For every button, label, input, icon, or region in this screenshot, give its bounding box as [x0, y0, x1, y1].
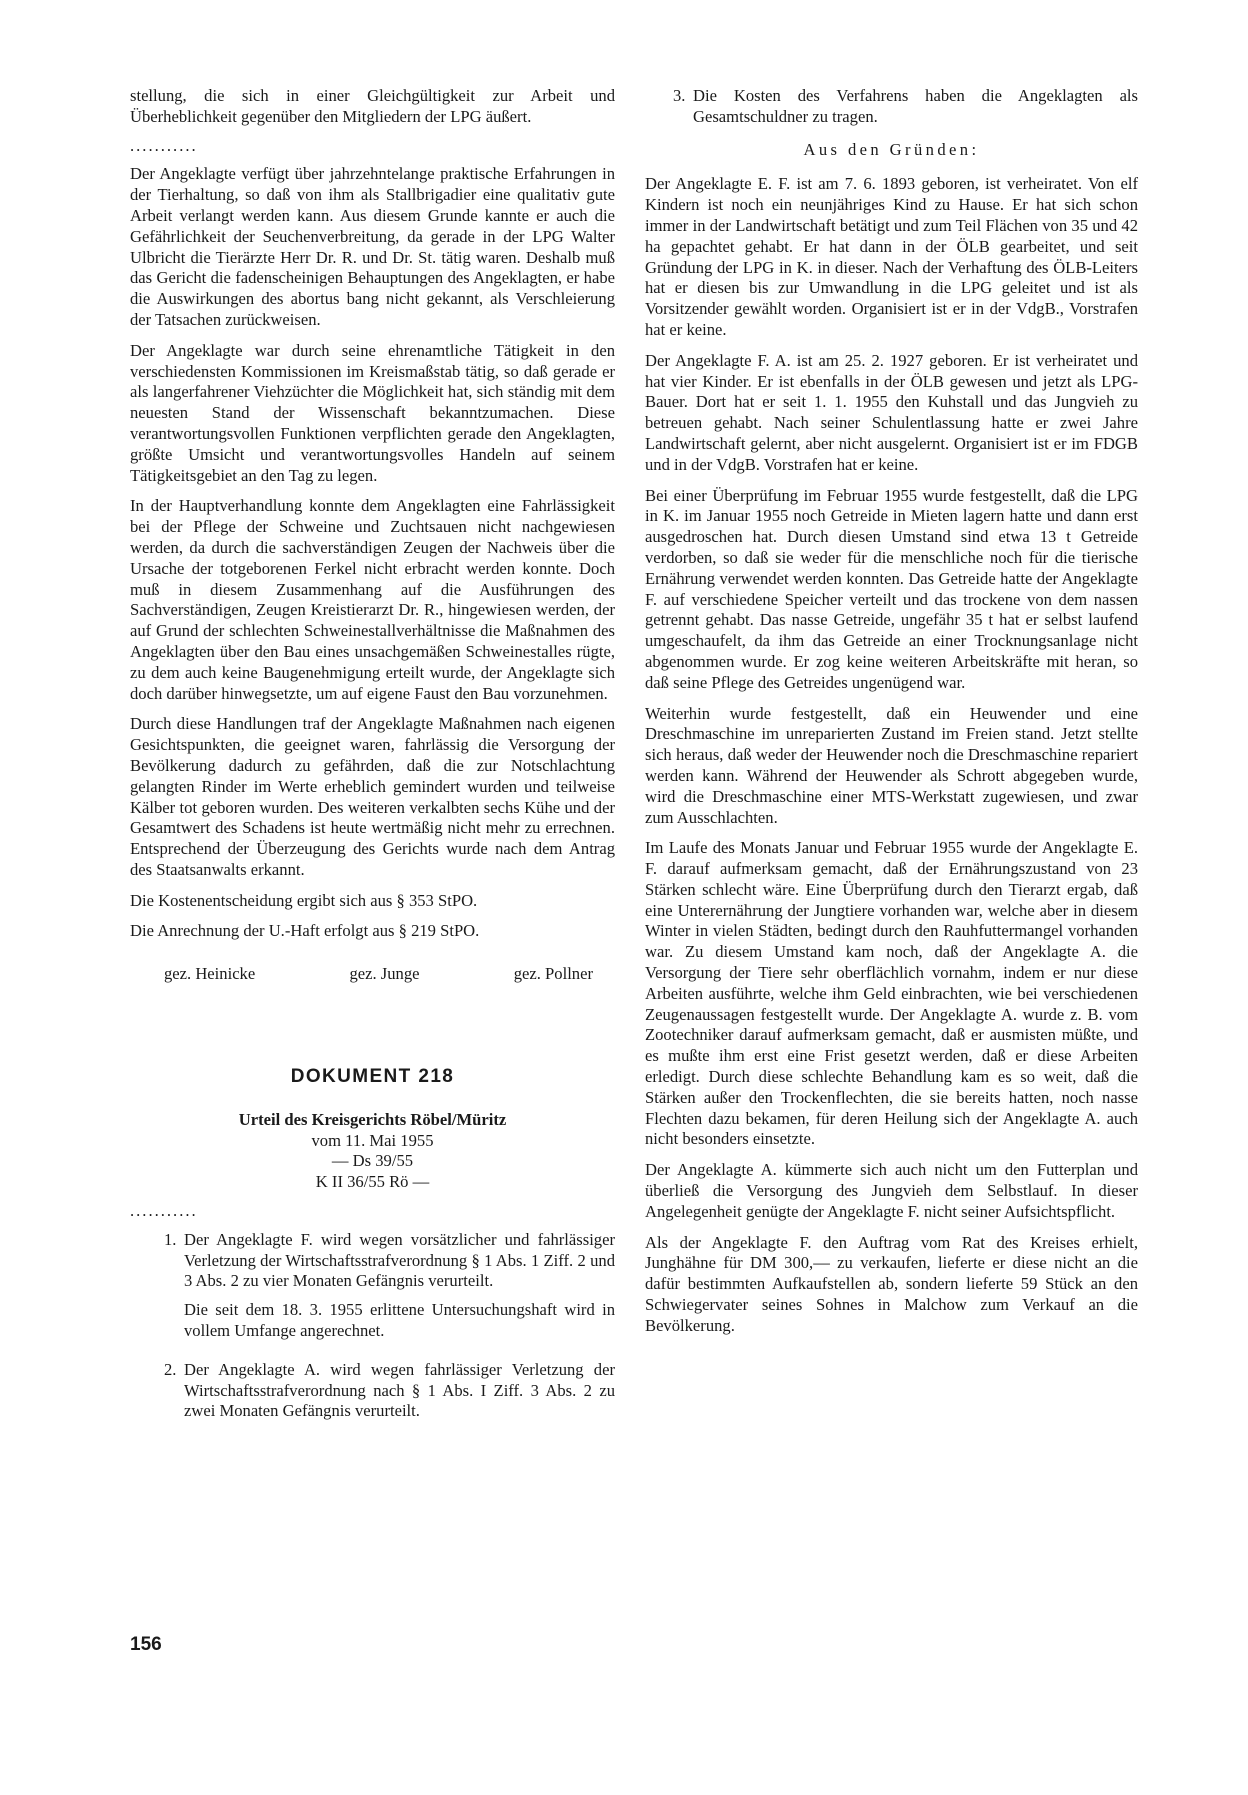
verdict-text: Der Angeklagte F. wird wegen vorsätzlicher und fahrlässiger Verletzung der Wirtschaftsstrafverordnung § 1 Abs. 1 Ziff. 2 und 3 Abs. 2 zu vier Monaten Gefängnis verurteilt. — [184, 1229, 615, 1291]
page-number: 156 — [130, 1634, 162, 1655]
verdict-number: 2. — [164, 1359, 177, 1379]
paragraph: Weiterhin wurde festgestellt, daß ein Heuwender und eine Dreschmaschine im unreparierten Zustand im Freien stand. Jetzt stellte sich heraus, daß weder der Heuwender noch die Dreschmaschine repariert werden kann. Während der Heuwender als Schrott abgegeben wurde, wird die Dreschmaschine einer MTS-Werkstatt zugewiesen, und zwar zum Ausschlachten. — [645, 703, 1138, 827]
paragraph: stellung, die sich in einer Gleichgültigkeit zur Arbeit und Überheblichkeit gegenüber den Mitgliedern der LPG äußert. — [130, 86, 615, 126]
right-column — [645, 86, 1138, 1347]
verdict-number: 3. — [673, 86, 686, 105]
paragraph: Die Kostenentscheidung ergibt sich aus § 353 StPO. — [130, 890, 478, 910]
judgment-reference: — Ds 39/55 — [331, 1151, 414, 1171]
verdict-text: Die seit dem 18. 3. 1955 erlittene Untersuchungshaft wird in vollem Umfange angerechnet. — [184, 1300, 615, 1341]
paragraph: In der Hauptverhandlung konnte dem Angeklagten eine Fahrlässigkeit bei der Pflege der Schweine und Zuchtsauen nicht nachgewiesen werden, da durch die sachverständigen Zeugen der Nachweis über die Ursache der totgeborenen Ferkel nicht erbracht werden konnte. Doch muß in diesem Zusammenhang auf die Ausführungen des Sachverständigen, Zeugen Kreistierarzt Dr. R., hingewiesen werden, der auf Grund der schlechten Schweinestallverhältnisse die Maßnahmen des Angeklagten über den Bau eines unsachgemäßen Schweinestalles rügte, zu dem auch keine Baugenehmigung erteilt wurde, der Angeklagte sich doch darüber hinwegsetzte, um auf eigene Faust den Bau vorzunehmen. — [130, 496, 615, 703]
left-column — [130, 86, 615, 1440]
verdict-item — [164, 1230, 615, 1350]
paragraph: Durch diese Handlungen traf der Angeklagte Maßnahmen nach eigenen Gesichtspunkten, die geeignet waren, fahrlässig die Versorgung der Bevölkerung dadurch zu gefährden, daß die zur Notschlachtung gelangten Rinder im Werte erheblich gemindert wurden und teilweise Kälber tot geboren wurden. Des weiteren verkalbten sechs Kühe und der Gesamtwert des Schadens ist heute wertmäßig nicht mehr zu errechnen. Entsprechend der Überzeugung des Gerichts wurde nach dem Antrag des Staatsanwalts erkannt. — [130, 714, 615, 879]
signature: gez. Heinicke — [164, 964, 256, 984]
section-title: Aus den Gründen: — [803, 139, 980, 159]
paragraph: Der Angeklagte A. kümmerte sich auch nicht um den Futterplan und überließ die Versorgung des Jungvieh dem Selbstlauf. In dieser Angelegenheit genügte der Angeklagte F. nicht seiner Aufsichtspflicht. — [645, 1160, 1138, 1221]
paragraph: Der Angeklagte F. A. ist am 25. 2. 1927 geboren. Er ist verheiratet und hat vier Kinder. Er ist ebenfalls in der ÖLB gewesen und jetzt als LPG-Bauer. Dort hat er seit 1. 1. 1955 den Kuhstall und das Jungvieh zu betreuen gehabt. Nach seiner Schulentlassung hatte er zwei Jahre Landwirtschaft gelernt, aber nicht ausgelernt. Organisiert ist er im FDGB und in der VdgB. Vorstrafen hat er keine. — [645, 350, 1138, 474]
judgment-heading — [130, 1110, 615, 1193]
ellipsis-separator: ........... — [130, 135, 198, 155]
verdict-text: Der Angeklagte A. wird wegen fahrlässiger Verletzung der Wirtschaftsstrafverordnung nach § 1 Abs. I Ziff. 3 Abs. 2 zu zwei Monaten Gefängnis verurteilt. — [184, 1359, 615, 1421]
judgment-reference: K II 36/55 Rö — — [315, 1172, 430, 1192]
judgment-date: vom 11. Mai 1955 — [311, 1130, 434, 1150]
paragraph: Die Anrechnung der U.-Haft erfolgt aus § 219 StPO. — [130, 921, 480, 941]
judgment-court: Urteil des Kreisgerichts Röbel/Müritz — [238, 1109, 507, 1129]
paragraph: Bei einer Überprüfung im Februar 1955 wurde festgestellt, daß die LPG in K. im Januar 1955 noch Getreide in Mieten lagern hatte und dann erst ausgedroschen hat. Durch diesen Umstand sind etwa 13 t Getreide verdorben, so daß sie weder für die menschliche noch für die tierische Ernährung verwendet werden konnten. Das Getreide hatte der Angeklagte F. auf verschiedene Speicher verteilt und das trockene von dem nassen getrennt gehabt. Das nasse Getreide, ungefähr 35 t hat er selbst laufend umgeschaufelt, da ihm das Getreide an einer Trocknungsanlage nicht abgenommen wurde. Er zog keine weiteren Arbeitskräfte mit heran, so daß seine Pflege des Getreides ungenügend war. — [645, 485, 1138, 692]
verdict-number: 1. — [164, 1229, 177, 1249]
signature: gez. Junge — [349, 964, 420, 984]
paragraph: Der Angeklagte war durch seine ehrenamtliche Tätigkeit in den verschiedensten Kommissionen im Kreismaßstab tätig, so daß gerade er als langerfahrener Viehzüchter die Möglichkeit hat, sich ständig mit dem neuesten Stand der Wissenschaft bekanntzumachen. Diese verantwortungsvollen Funktionen verpflichten gerade den Angeklagten, größte Umsicht und verantwortungsvolles Handeln auf seinem Tätigkeitsgebiet an den Tag zu legen. — [130, 340, 615, 485]
verdict-item — [673, 86, 1138, 128]
signatures — [130, 958, 615, 985]
paragraph: Im Laufe des Monats Januar und Februar 1955 wurde der Angeklagte E. F. darauf aufmerksam gemacht, daß der Ernährungszustand von 23 Stärken schlecht wäre. Eine Überprüfung durch den Tierarzt ergab, daß eine Unterernährung der Jungtiere vorhanden war, welche aber in diesem Winter in vielen Städten, bedingt durch den Rauhfuttermangel vorhanden war. Zu diesem Umstand kam noch, daß der Angeklagte A. die Versorgung der Tiere sehr oberflächlich vornahm, indem er nur diese Arbeiten ausführte, welche ihm Geld einbrachten, wie bei verschiedenen Zeugenaussagen festgestellt wurde. Der Angeklagte A. wurde z. B. vom Zootechniker darauf aufmerksam gemacht, daß er ausmisten müßte, und es mußte ihm erst eine Frist gesetzt werden, daß er diese Arbeiten erledigt. Durch diese schlechte Behandlung kam es so weit, daß die Stärken außer den Trockenflechten, die sie bereits hatten, noch nasse Flechten dazu bekamen, für deren Heilung sich der Angeklagte A. auch nicht besonders einsetzte. — [645, 838, 1138, 1149]
ellipsis-separator: ........... — [130, 1201, 198, 1221]
paragraph: Als der Angeklagte F. den Auftrag vom Rat des Kreises erhielt, Junghähne für DM 300,— zu verkaufen, lieferte er diese nicht an die dafür bestimmten Aufkaufstellen ab, sondern lieferte 59 Stück an den Schwiegervater seines Sohnes in Malchow zum Verkauf an die Bevölkerung. — [645, 1232, 1138, 1335]
document-title: DOKUMENT 218 — [290, 1066, 455, 1088]
verdict-item — [164, 1360, 615, 1430]
verdict-list — [130, 1230, 615, 1430]
verdict-text: Die Kosten des Verfahrens haben die Angeklagten als Gesamtschuldner zu tragen. — [693, 86, 1138, 126]
signature: gez. Pollner — [513, 964, 593, 984]
paragraph: Der Angeklagte verfügt über jahrzehntelange praktische Erfahrungen in der Tierhaltung, so daß von ihm als Stallbrigadier eine qualitativ gute Arbeit verlangt werden kann. Aus diesem Grunde kannte er auch die Gefährlichkeit der Seuchenverbreitung, da gerade in der LPG Walter Ulbricht die Tierärzte Herr Dr. R. und Dr. St. tätig waren. Deshalb muß das Gericht die fadenscheinigen Behauptungen des Angeklagten, er habe die Auswirkungen des abortus bang nicht gekannt, als Verschleierung der Tatsachen zurückweisen. — [130, 164, 615, 329]
paragraph: Der Angeklagte E. F. ist am 7. 6. 1893 geboren, ist verheiratet. Von elf Kindern ist noch ein neunjähriges Kind zu Hause. Er hat sich schon immer in der Landwirtschaft betätigt und zum Teil Flächen von 35 und 42 ha gepachtet gehabt. Er hat dann in der ÖLB gearbeitet, und seit Gründung der LPG in K. in dieser. Nach der Verhaftung des ÖLB-Leiters hat er diesen bis zur Umwandlung in die LPG geleitet und ist als Vorsitzender gewählt worden. Organisiert ist er in der VdgB., Vorstrafen hat er keine. — [645, 174, 1138, 339]
